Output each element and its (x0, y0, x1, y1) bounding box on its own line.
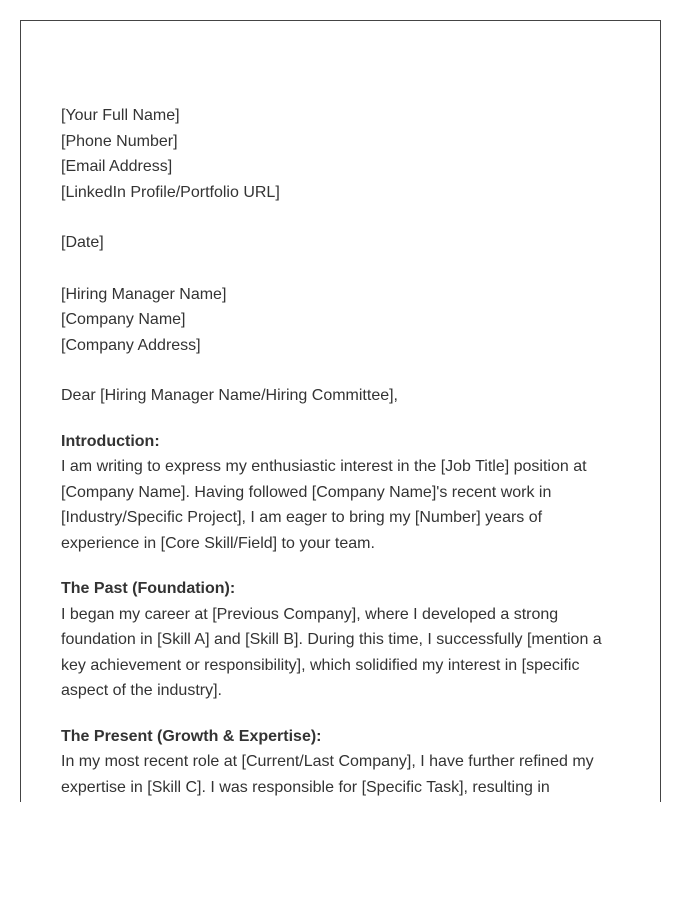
salutation: Dear [Hiring Manager Name/Hiring Committee], (61, 387, 398, 404)
recipient-block (61, 282, 611, 359)
letter-page (20, 20, 661, 802)
paragraph-line: foundation in [Skill A] and [Skill B]. During this time, I successfully [mention a (61, 631, 602, 648)
recipient-manager: [Hiring Manager Name] (61, 285, 227, 303)
paragraph-line: experience in [Core Skill/Field] to your team. (61, 534, 375, 552)
paragraph-line: aspect of the industry]. (61, 682, 222, 699)
sender-email: [Email Address] (61, 158, 173, 175)
paragraph-line: I began my career at [Previous Company], where I developed a strong (61, 605, 559, 623)
sender-phone: [Phone Number] (61, 132, 178, 150)
recipient-address: [Company Address] (61, 336, 201, 354)
section-heading: The Past (Foundation): (61, 580, 236, 597)
letter-date: [Date] (61, 234, 104, 251)
section-heading: Introduction: (61, 432, 160, 450)
paragraph-line: key achievement or responsibility], which solidified my interest in [specific (61, 656, 580, 674)
sender-linkedin: [LinkedIn Profile/Portfolio URL] (61, 183, 280, 201)
paragraph-line: expertise in [Skill C]. I was responsible for [Specific Task], resulting in (61, 778, 550, 796)
section-introduction (61, 429, 611, 557)
paragraph-line: [Industry/Specific Project], I am eager to bring my [Number] years of (61, 509, 543, 526)
paragraph-line: I am writing to express my enthusiastic interest in the [Job Title] position at (61, 458, 587, 475)
letter-content (61, 103, 611, 800)
section-heading: The Present (Growth & Expertise): (61, 727, 322, 745)
paragraph-line: In my most recent role at [Current/Last Company], I have further refined my (61, 753, 594, 770)
section-present (61, 724, 611, 801)
sender-name: [Your Full Name] (61, 107, 180, 124)
paragraph-line: [Company Name]. Having followed [Company Name]'s recent work in (61, 483, 552, 501)
sender-block (61, 103, 611, 205)
recipient-company: [Company Name] (61, 311, 186, 328)
section-past (61, 576, 611, 704)
